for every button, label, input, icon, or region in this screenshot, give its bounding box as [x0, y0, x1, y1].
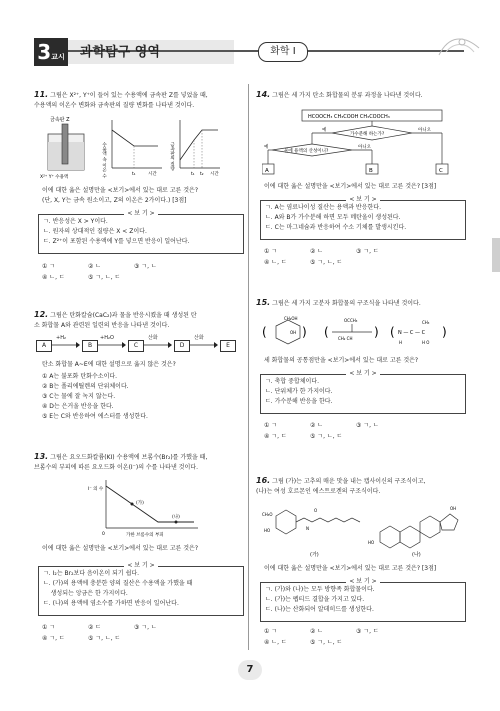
question-13-bogi [38, 562, 244, 616]
stem-line: 브롬수의 부피에 따른 요오드화 이온(I⁻)의 수를 나타낸 것이다. [34, 464, 198, 471]
ask-line: (단, X, Y는 금속 원소이고, Z의 이온은 2가이다.) [3점] [42, 197, 187, 204]
compound-c: C [128, 340, 144, 352]
structure-fragment-icon: OH [290, 330, 297, 335]
stem-line: 소 화합물 A와 관련된 일련의 반응을 나타낸 것이다. [34, 322, 170, 329]
choice[interactable]: ④ D는 은거울 반응을 한다. [42, 403, 114, 410]
reagent-label: +H₂ [56, 335, 66, 341]
option[interactable]: ② ㄴ [88, 263, 102, 270]
decorative-flourish-icon [434, 30, 484, 60]
question-11-options [42, 261, 180, 283]
question-number: 12. [34, 310, 49, 319]
compounds-label: HCOOCH₃ CH₃COOH CH₃COOCH₃ [308, 114, 390, 120]
option[interactable]: ⑤ ㄱ, ㄴ, ㄷ [88, 635, 121, 642]
choice[interactable]: ⑤ E는 C와 반응하여 에스터를 생성한다. [42, 413, 148, 420]
session-number: 3교시 [34, 38, 68, 66]
bogi-item: ㄷ. C는 마그네슘과 반응하여 수소 기체를 발생시킨다. [265, 224, 407, 231]
question-12-choices [42, 372, 242, 422]
t1-label: t₁ [191, 172, 195, 177]
arrow-icon [190, 342, 218, 348]
question-11-ask [42, 186, 247, 206]
bogi-item: ㄱ. 반응성은 X > Y이다. [43, 218, 108, 225]
arrow-icon [52, 342, 80, 348]
time-label: 시간 [210, 172, 219, 177]
option[interactable]: ① ㄱ [42, 624, 56, 631]
point-label: (나) [172, 515, 180, 520]
stem-line: 그림은 요오드화칼륨(KI) 수용액에 브롬수(Br₂)를 가했을 때, [50, 454, 208, 461]
bogi-title: < 보 기 > [124, 210, 157, 217]
option[interactable]: ④ ㄴ, ㄷ [264, 259, 287, 266]
option[interactable]: ③ ㄱ, ㄷ [356, 628, 379, 635]
side-tab [492, 238, 500, 272]
arrow-icon [98, 342, 126, 348]
option[interactable]: ② ㄴ [310, 248, 324, 255]
question-11-bogi [38, 210, 244, 254]
structure-fragment-icon: OCCH₃ [344, 318, 358, 323]
bogi-item: ㄷ. Z²⁺이 포함된 수용액에 Y를 넣으면 반응이 일어난다. [43, 238, 190, 245]
point-label: (가) [136, 501, 144, 506]
question-11-stem [34, 90, 244, 111]
option[interactable]: ② ㄴ [310, 422, 324, 429]
stem-line: 그림 (가)는 고추의 매운 맛을 내는 캡사이신의 구조식이고, [272, 478, 426, 485]
box-a: A [265, 168, 269, 174]
structure-fragment-icon: OH [450, 506, 457, 511]
option[interactable]: ① ㄱ [42, 263, 56, 270]
question-16-stem [256, 476, 466, 497]
decision-1: 가수분해 하는가? [350, 132, 385, 137]
structure-fragment-icon: CH₂ CH [338, 336, 353, 341]
reagent-label: +H₂O [100, 335, 114, 341]
structure-fragment-icon: H O [422, 340, 430, 345]
bogi-item: ㄱ. A는 염료나이성 질산는 용액과 반응한다. [265, 204, 381, 211]
bracket-icon: ) [442, 325, 447, 339]
bogi-item: ㄱ. 축합 중합체이다. [265, 378, 319, 385]
question-14-flowchart [262, 108, 462, 178]
stem-line: 그림은 세 가지 탄소 화합물의 분류 과정을 나타낸 것이다. [272, 92, 423, 99]
structure-fragment-icon: CH₃O [262, 512, 273, 517]
bogi-item: ㄱ. I₂는 Br₂보다 음이온이 되기 쉽다. [43, 570, 140, 577]
question-16-options [264, 626, 402, 648]
option[interactable]: ② ㄷ [88, 624, 102, 631]
graph1-y-label: 수용액 속 이온 수 [101, 142, 107, 178]
bogi-item: ㄷ. (나)의 용액에 염소수를 가하면 반응이 일어난다. [43, 600, 179, 607]
question-14-stem [256, 90, 466, 101]
bogi-title: < 보 기 > [346, 578, 379, 585]
bogi-item: ㄴ. 단위체가 한 가지이다. [265, 388, 333, 395]
question-12-ask: 탄소 화합물 A~E에 대한 설명으로 옳지 않은 것은? [42, 361, 176, 368]
choice[interactable]: ③ C는 물에 잘 녹지 않는다. [42, 393, 116, 400]
question-14-ask: 이에 대한 옳은 설명만을 <보기>에서 있는 대로 고른 것은? [3점] [264, 183, 437, 190]
label-a: (가) [310, 552, 319, 558]
bogi-item: ㄱ. (가)와 (나)는 모두 방향족 화합물이다. [265, 586, 375, 593]
option[interactable]: ⑤ ㄱ, ㄴ, ㄷ [310, 433, 343, 440]
option[interactable]: ① ㄱ [264, 628, 278, 635]
option[interactable]: ⑤ ㄱ, ㄴ, ㄷ [310, 259, 343, 266]
y-axis-label: I⁻ 의 수 [88, 487, 104, 492]
structure-fragment-icon: O [314, 508, 318, 513]
question-16-ask: 이에 대한 옳은 설명만을 <보기>에서 있는 대로 고른 것은? [3점] [264, 565, 437, 572]
question-number: 13. [34, 452, 49, 461]
question-15-ask: 세 화합물의 공통점만을 <보기>에서 있는 대로 고른 것은? [264, 357, 419, 364]
yes-label: 예 [264, 145, 269, 150]
option[interactable]: ① ㄱ [264, 248, 278, 255]
choice[interactable]: ② B는 폴리에틸렌의 단위체이다. [42, 383, 129, 390]
structure-fragment-icon: H [399, 340, 403, 345]
label-b: (나) [412, 552, 421, 558]
t1-label: t₁ [132, 172, 136, 177]
t2-label: t₂ [200, 172, 204, 177]
box-b: B [369, 168, 373, 174]
bogi-item: ㄴ. (가)는 펩티드 결합을 가지고 있다. [265, 596, 365, 603]
yes-label: 예 [322, 128, 327, 133]
structure-fragment-icon: CH₃ [422, 320, 430, 325]
option[interactable]: ④ ㄴ, ㄷ [42, 274, 65, 281]
solution-label: X²⁺ Y⁺ 수용액 [40, 175, 69, 180]
no-label: 아니오 [358, 145, 372, 150]
bracket-icon: ( [390, 325, 395, 339]
option[interactable]: ③ ㄱ, ㄴ [134, 624, 157, 631]
option[interactable]: ③ ㄱ, ㄴ [356, 422, 379, 429]
question-15-stem [256, 298, 466, 309]
option[interactable]: ② ㄴ [310, 628, 324, 635]
bogi-item: ㄷ. (나)는 산화되어 알데히드를 생성한다. [265, 606, 374, 613]
option[interactable]: ① ㄱ [264, 422, 278, 429]
origin-label: 0 [102, 532, 105, 537]
choice[interactable]: ① A는 불포화 탄화수소이다. [42, 373, 118, 380]
question-number: 16. [256, 476, 271, 485]
reagent-label: 산화 [194, 335, 204, 341]
arrow-icon [144, 342, 172, 348]
question-12-stem [34, 310, 244, 331]
question-14-bogi [260, 196, 466, 240]
question-16-bogi [260, 578, 466, 622]
bogi-item: 생성되는 앙금은 한 가지이다. [43, 590, 128, 597]
stem-line: 그림은 탄화칼슘(CaC₂)과 물을 반응시켰을 때 생성된 탄 [50, 312, 197, 319]
metal-label: 금속판 Z [50, 117, 70, 123]
question-13-stem [34, 452, 244, 473]
decision-2: 물에 용액의 산성이니? [284, 149, 329, 154]
question-14-options [264, 246, 402, 268]
question-15-bogi [260, 370, 466, 414]
compound-a: A [36, 340, 52, 352]
graph2-y-label: 금속판의 질량 [169, 142, 175, 171]
box-c: C [439, 168, 443, 174]
question-number: 15. [256, 298, 271, 307]
question-15-structures [262, 312, 462, 354]
structure-fragment-icon: CH₂OH [284, 316, 298, 321]
bogi-item: ㄴ. A와 B가 가수분해 하면 모두 메탄올이 생성된다. [265, 214, 401, 221]
option[interactable]: ③ ㄱ, ㄷ [356, 248, 379, 255]
option[interactable]: ③ ㄱ, ㄴ [134, 263, 157, 270]
bracket-icon: ( [324, 325, 329, 339]
option[interactable]: ⑤ ㄱ, ㄴ, ㄷ [88, 274, 121, 281]
reagent-label: 산화 [148, 335, 158, 341]
subject-label: 화학 I [258, 42, 308, 62]
question-13-ask: 이에 대한 옳은 설명만을 <보기>에서 있는 대로 고른 것은? [42, 545, 199, 552]
question-number: 14. [256, 90, 271, 99]
bogi-title: < 보 기 > [346, 196, 379, 203]
time-label: 시간 [148, 172, 157, 177]
question-11-figure [34, 112, 224, 182]
compound-d: D [174, 340, 190, 352]
page-header [34, 38, 464, 66]
column-divider [248, 84, 249, 650]
question-16-structures [260, 502, 466, 560]
stem-line: (나)는 여성 호르몬인 에스트로겐의 구조식이다. [256, 488, 381, 495]
stem-line: 그림은 X²⁺, Y⁺이 들어 있는 수용액에 금속판 Z를 넣었을 때, [50, 92, 208, 99]
question-13-figure [86, 476, 206, 538]
bogi-item: ㄷ. 가수분해 반응을 한다. [265, 398, 333, 405]
section-title: 과학탐구 영역 [80, 45, 160, 60]
page-number: 7 [238, 660, 262, 680]
ask-line: 이에 대한 옳은 설명만을 <보기>에서 있는 대로 고른 것은? [42, 187, 199, 194]
question-15-options [264, 420, 402, 442]
bracket-icon: ( [262, 325, 267, 339]
option[interactable]: ④ ㄱ, ㄷ [42, 635, 65, 642]
question-12-scheme [36, 335, 246, 354]
question-13-options [42, 622, 180, 644]
option[interactable]: ④ ㄱ, ㄷ [264, 433, 287, 440]
bogi-title: < 보 기 > [346, 370, 379, 377]
compound-e: E [220, 340, 236, 352]
no-label: 아니오 [418, 128, 432, 133]
bogi-title: < 보 기 > [124, 562, 157, 569]
question-number: 11. [34, 90, 49, 99]
structure-fragment-icon: HO [264, 528, 271, 533]
stem-line: 그림은 세 가지 고분자 화합물의 구조식을 나타낸 것이다. [272, 300, 421, 307]
compound-b: B [82, 340, 98, 352]
structure-fragment-icon: N — C — C [398, 330, 426, 336]
bogi-item: ㄴ. (가)의 용액에 충분한 양의 질산은 수용액을 가했을 때 [43, 580, 193, 587]
bracket-icon: ) [374, 325, 379, 339]
option[interactable]: ④ ㄴ, ㄷ [264, 639, 287, 646]
x-axis-label: 가한 브롬수의 부피 [126, 533, 164, 538]
bogi-item: ㄴ. 원자의 상대적인 질량은 X < Z이다. [43, 228, 147, 235]
structure-fragment-icon: N [306, 526, 309, 531]
structure-fragment-icon: HO [368, 540, 375, 545]
stem-line: 수용액의 이온수 변화와 금속판의 질량 변화를 나타낸 것이다. [34, 102, 195, 109]
option[interactable]: ⑤ ㄱ, ㄴ, ㄷ [310, 639, 343, 646]
bracket-icon: ) [302, 325, 307, 339]
